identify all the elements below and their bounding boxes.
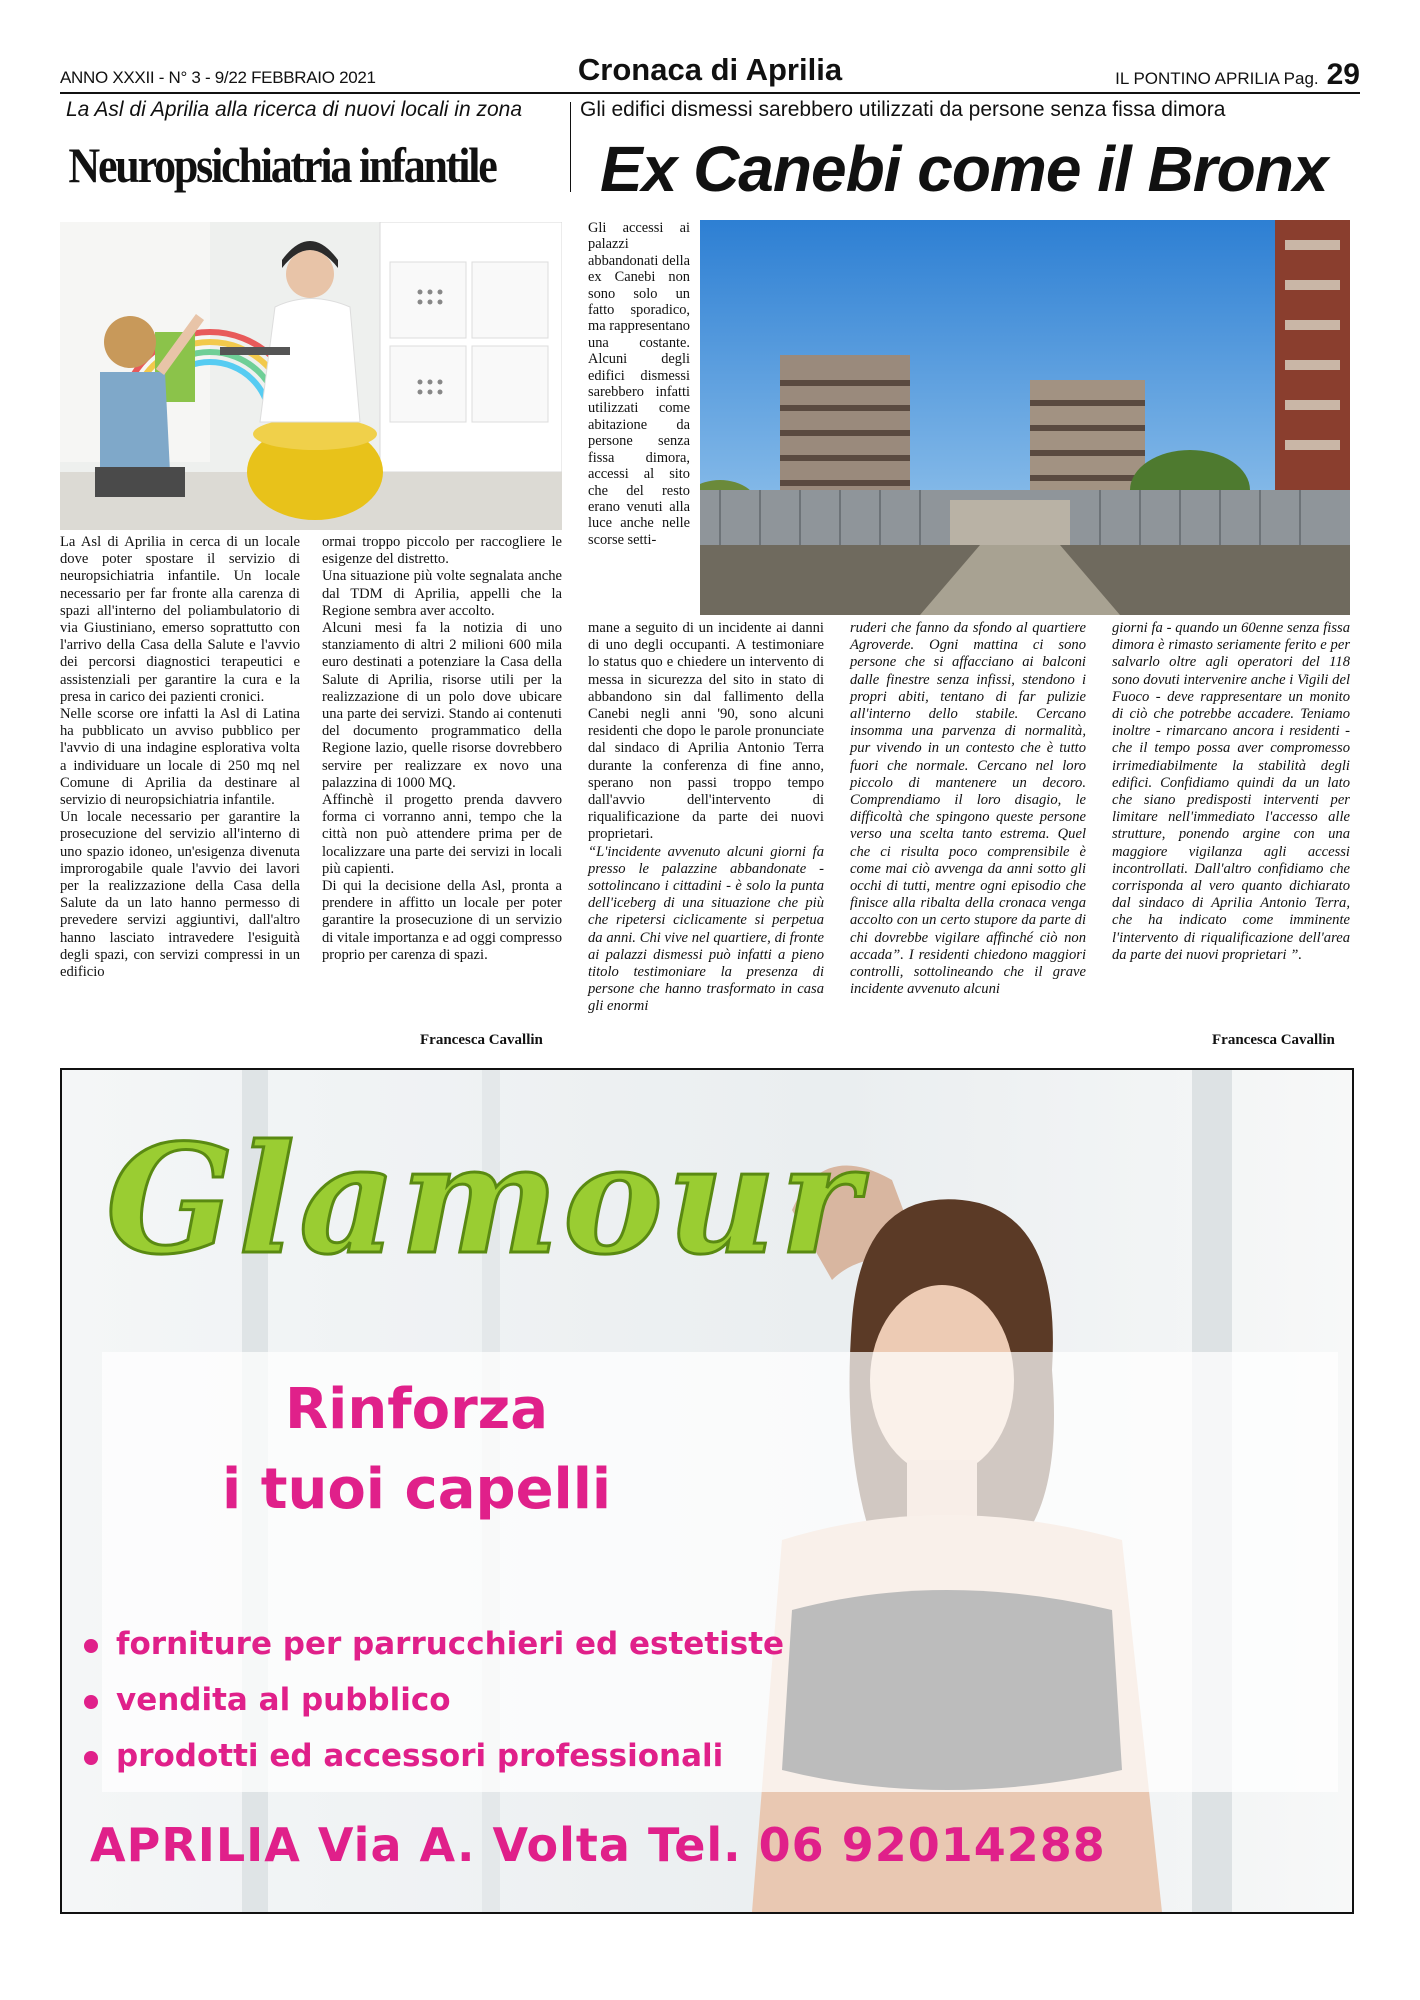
page-number: 29	[1326, 58, 1360, 91]
abandoned-buildings-illustration	[700, 220, 1350, 615]
section-title: Cronaca di Aprilia	[577, 52, 843, 87]
right-article-side-column	[588, 220, 690, 548]
paragraph: Gli accessi ai palazzi abbandonati della ex Canebi non sono solo un fatto sporadico, ma rappresentano una costante. Alcuni degli edifici dismessi sarebbero infatti utilizzati come abitazione da persone senza fissa dimora, accessi al sito che del resto erano venuti alla luce anche nelle scorse setti-	[588, 220, 690, 548]
paragraph: Affinchè il progetto prenda davvero forma ci vorranno anni, tempo che la città non può attendere prima per de localizzare una parte dei servizi in locali più capienti.	[322, 792, 562, 877]
paragraph: giorni fa - quando un 60enne senza fissa dimora è rimasto seriamente ferito e per salvarlo oltre agli operatori del 118 sono dovuti intervenire anche i Vigili del Fuoco - deve rappresentare un monito di ciò che potrebbe accadere. Teniamo inoltre - rimarcano ancora i residenti - che il tempo possa aver compromesso irrimediabilmente la stabilità degli edifici. Confidiamo quindi da un lato che siano predisposti interventi per limitare nell'immediato l'accesso alle strutture, ponendo argine con una maggiore vigilanza agli accessi incontrollati. Dall'altro confidiamo che corrisponda al vero quanto dichiarato dal sindaco di Aprilia Antonio Terra, che ha indicato come imminente l'intervento di riqualificazione dell'area da parte dei nuovi proprietari ”.	[1112, 620, 1350, 963]
right-article-column-3	[1112, 620, 1350, 964]
publication-name: IL PONTINO APRILIA Pag.	[1115, 69, 1319, 88]
paragraph: Alcuni mesi fa la notizia di uno stanziamento di altri 2 milioni 600 mila euro destinati a potenziare la Casa della Salute di Aprilia, risorse utili per la realizzazione di un polo dove ubicare una parte dei servizi. Stando ai contenuti del documento programmatico della Regione lazio, quelle risorse dovrebbero servire per realizzare ex novo una palazzina di 1000 MQ.	[322, 620, 562, 791]
advert-headline-line-1: Rinforza	[285, 1377, 549, 1442]
paragraph: La Asl di Aprilia in cerca di un locale dove poter spostare il servizio di neuropsichiatria infantile. Un locale necessario per far fronte alla carenza di spazi all'interno del poliambulatorio di via Giustiniano, emerso soprattutto con l'arrivo della Casa della Salute e l'avvio dei percorsi diagnostici terapeutici e assistenziali per garantire la cura e la presa in carico dei pazienti cronici.	[60, 534, 300, 705]
advert-contact: APRILIA Via A. Volta Tel. 06 92014288	[90, 1818, 1106, 1872]
paragraph: mane a seguito di un incidente ai danni di uno degli occupanti. A testimoniare lo status quo e chiedere un intervento di messa in sicurezza del sito in stato di abbandono sin dal fallimento della Canebi negli anni '90, sono alcuni residenti che dopo le parole pronunciate dal sindaco di Aprilia Antonio Terra durante la conferenza di fine anno, sperano non passi troppo tempo dall'avvio dell'intervento di riqualificazione da parte dei nuovi proprietari.	[588, 620, 824, 843]
column-separator	[570, 102, 571, 192]
advert-bullet	[84, 1672, 784, 1728]
left-kicker: La Asl di Aprilia alla ricerca di nuovi locali in zona	[66, 98, 523, 121]
glamour-advertisement	[60, 1068, 1354, 1914]
paragraph: ruderi che fanno da sfondo al quartiere Agroverde. Ogni mattina ci sono persone che si affacciano ai balconi dalle finestre senza infissi, stendono i propri abiti, tentano di far pulizie all'interno dello stabile. Cercano insomma una parvenza di normalità, pur vivendo in un contesto che è tutto fuori che normale. Cercano nel loro piccolo di mantenere un decoro. Comprendiamo il loro disagio, le difficoltà che spingono queste persone verso una scelta tanto estrema. Quel che ci risulta poco comprensibile è come mai ciò avvenga da anni sotto gli occhi di tutti, mentre ogni episodio che finisce alla ribalta della cronaca venga accolto con un certo stupore da parte di chi dovrebbe vigilare affinché ciò non accada”. I residenti chiedono maggiori controlli, sottolineando che il grave incidente avvenuto alcuni	[850, 620, 1086, 998]
bullet-dot-icon	[84, 1751, 98, 1765]
bullet-text: prodotti ed accessori professionali	[116, 1738, 724, 1774]
paragraph: Una situazione più volte segnalata anche dal TDM di Aprilia, appelli che la Regione sembra aver accolto.	[322, 568, 562, 619]
bullet-dot-icon	[84, 1695, 98, 1709]
right-byline: Francesca Cavallin	[1212, 1032, 1335, 1048]
advert-bullet	[84, 1616, 784, 1672]
paragraph: Un locale necessario per garantire la prosecuzione del servizio all'interno di uno spazio idoneo, un'esigenza divenuta improrogabile quale l'avvio dei lavori per la realizzazione della Casa della Salute da un lato hanno permesso di prevedere servizi aggiuntivi, dall'altro hanno lasciato intravedere l'esiguità degli spazi, con servizi compressi in un edificio	[60, 809, 300, 981]
left-byline: Francesca Cavallin	[420, 1032, 543, 1048]
paragraph: Nelle scorse ore infatti la Asl di Latina ha pubblicato un avviso pubblico per l'avvio di una indagine esplorativa volta a individuare un locale di 250 mq nel Comune di Aprilia da destinare al servizio di neuropsichiatria infantile.	[60, 706, 300, 809]
right-article-column-1	[588, 620, 824, 1016]
issue-info: ANNO XXXII - N° 3 - 9/22 FEBBRAIO 2021	[60, 68, 376, 87]
masthead	[60, 52, 1360, 92]
advert-bullet	[84, 1728, 784, 1784]
brand-logo: Glamour	[106, 1112, 864, 1288]
paragraph-quote: “L'incidente avvenuto alcuni giorni fa presso le palazzine abbandonate - sottolincano i cittadini - è solo la punta dell'iceberg di una situazione che più che ripetersi ciclicamente si perpetua da anni. Chi vive nel quartiere, di fronte ai palazzi dismessi può infatti a pieno titolo testimoniare la presenza di persone che hanno trasformato in casa gli enormi	[588, 843, 824, 1015]
left-article-column-1	[60, 534, 300, 981]
paragraph: ormai troppo piccolo per raccogliere le esigenze del distretto.	[322, 534, 562, 568]
child-therapy-photo	[60, 222, 562, 530]
left-article-column-2	[322, 534, 562, 964]
bullet-text: forniture per parrucchieri ed estetiste	[116, 1626, 785, 1662]
paragraph: Di qui la decisione della Asl, pronta a prendere in affitto un locale per poter garantire la prosecuzione di un servizio di vitale importanza e ad oggi compresso proprio per carenza di spazi.	[322, 878, 562, 963]
abandoned-buildings-photo	[700, 220, 1350, 615]
publication-info	[1115, 58, 1360, 92]
child-therapy-illustration	[60, 222, 562, 530]
right-kicker: Gli edifici dismessi sarebbero utilizzati da persone senza fissa dimora	[580, 98, 1226, 121]
advert-headline-line-2: i tuoi capelli	[222, 1457, 612, 1522]
header-rule	[60, 92, 1360, 94]
left-headline: Neuropsichiatria infantile	[68, 137, 496, 193]
advert-headline	[222, 1370, 611, 1530]
advert-bullet-list	[84, 1616, 784, 1784]
right-article-column-2	[850, 620, 1086, 998]
bullet-dot-icon	[84, 1639, 98, 1653]
bullet-text: vendita al pubblico	[116, 1682, 451, 1718]
right-headline: Ex Canebi come il Bronx	[600, 133, 1328, 205]
